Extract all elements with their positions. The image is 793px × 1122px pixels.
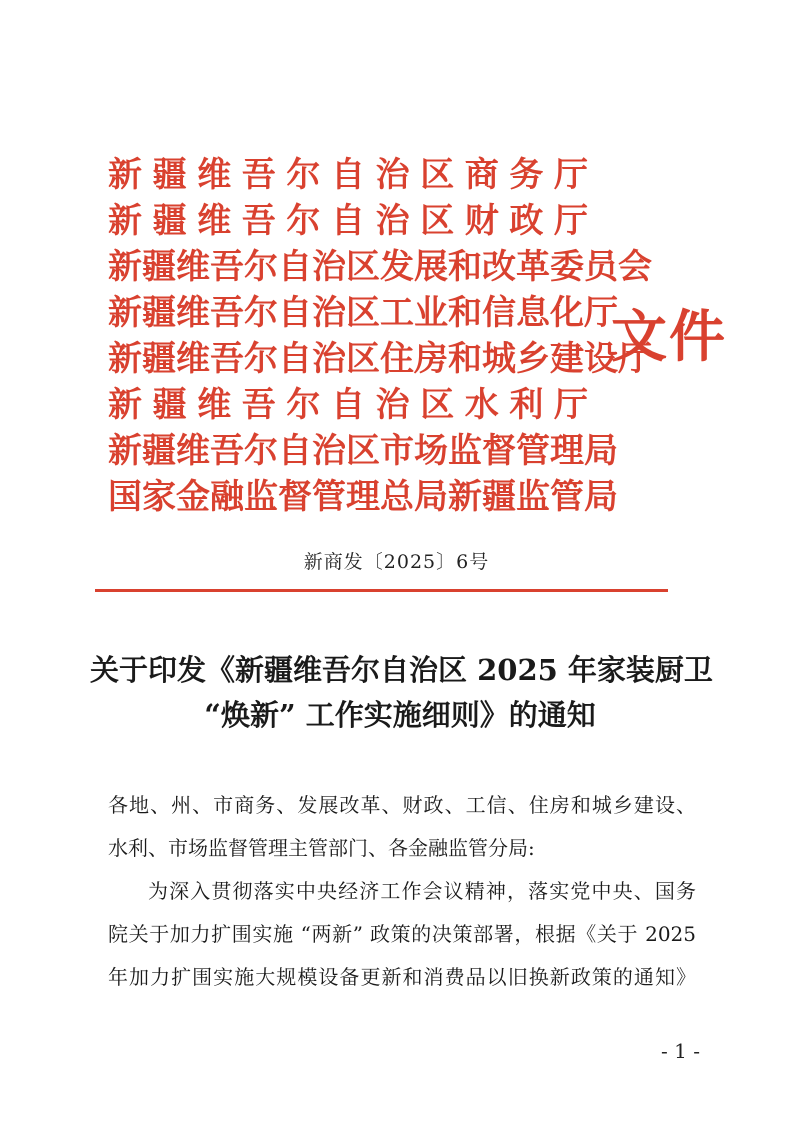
recipients-line-1: 各地、州、市商务、发展改革、财政、工信、住房和城乡建设、 <box>108 793 696 817</box>
red-divider-line <box>95 589 668 592</box>
title-line-1: 关于印发《新疆维吾尔自治区 2025 年家装厨卫 <box>90 653 713 687</box>
paragraph-line: 为深入贯彻落实中央经济工作会议精神，落实党中央、国务 <box>148 879 696 903</box>
document-type-label: 文件 <box>611 304 727 370</box>
document-number: 新商发〔2025〕6号 <box>303 551 490 573</box>
paragraph-line: 院关于加力扩围实施 “两新” 政策的决策部署，根据《关于 2025 <box>108 922 696 946</box>
title-line-2: “焕新” 工作实施细则》的通知 <box>204 698 596 732</box>
document-body <box>108 784 696 999</box>
issuer-line: 新疆维吾尔自治区工业和信息化厅 <box>108 293 618 333</box>
document-title <box>90 648 713 738</box>
paragraph-line: 年加力扩围实施大规模设备更新和消费品以旧换新政策的通知》 <box>108 965 696 989</box>
issuer-line: 新疆维吾尔自治区财政厅 <box>108 201 588 241</box>
issuer-line: 新疆维吾尔自治区住房和城乡建设厅 <box>108 339 652 379</box>
issuer-line: 新疆维吾尔自治区发展和改革委员会 <box>108 247 652 287</box>
issuer-line: 新疆维吾尔自治区市场监督管理局 <box>108 431 618 471</box>
issuing-authorities <box>108 152 652 520</box>
issuer-line: 新疆维吾尔自治区水利厅 <box>108 385 588 425</box>
recipients-line-2: 水利、市场监督管理主管部门、各金融监管分局: <box>108 836 535 860</box>
issuer-line: 新疆维吾尔自治区商务厅 <box>108 155 588 195</box>
issuer-line: 国家金融监督管理总局新疆监管局 <box>108 477 618 517</box>
page-number: - 1 - <box>661 1039 700 1063</box>
